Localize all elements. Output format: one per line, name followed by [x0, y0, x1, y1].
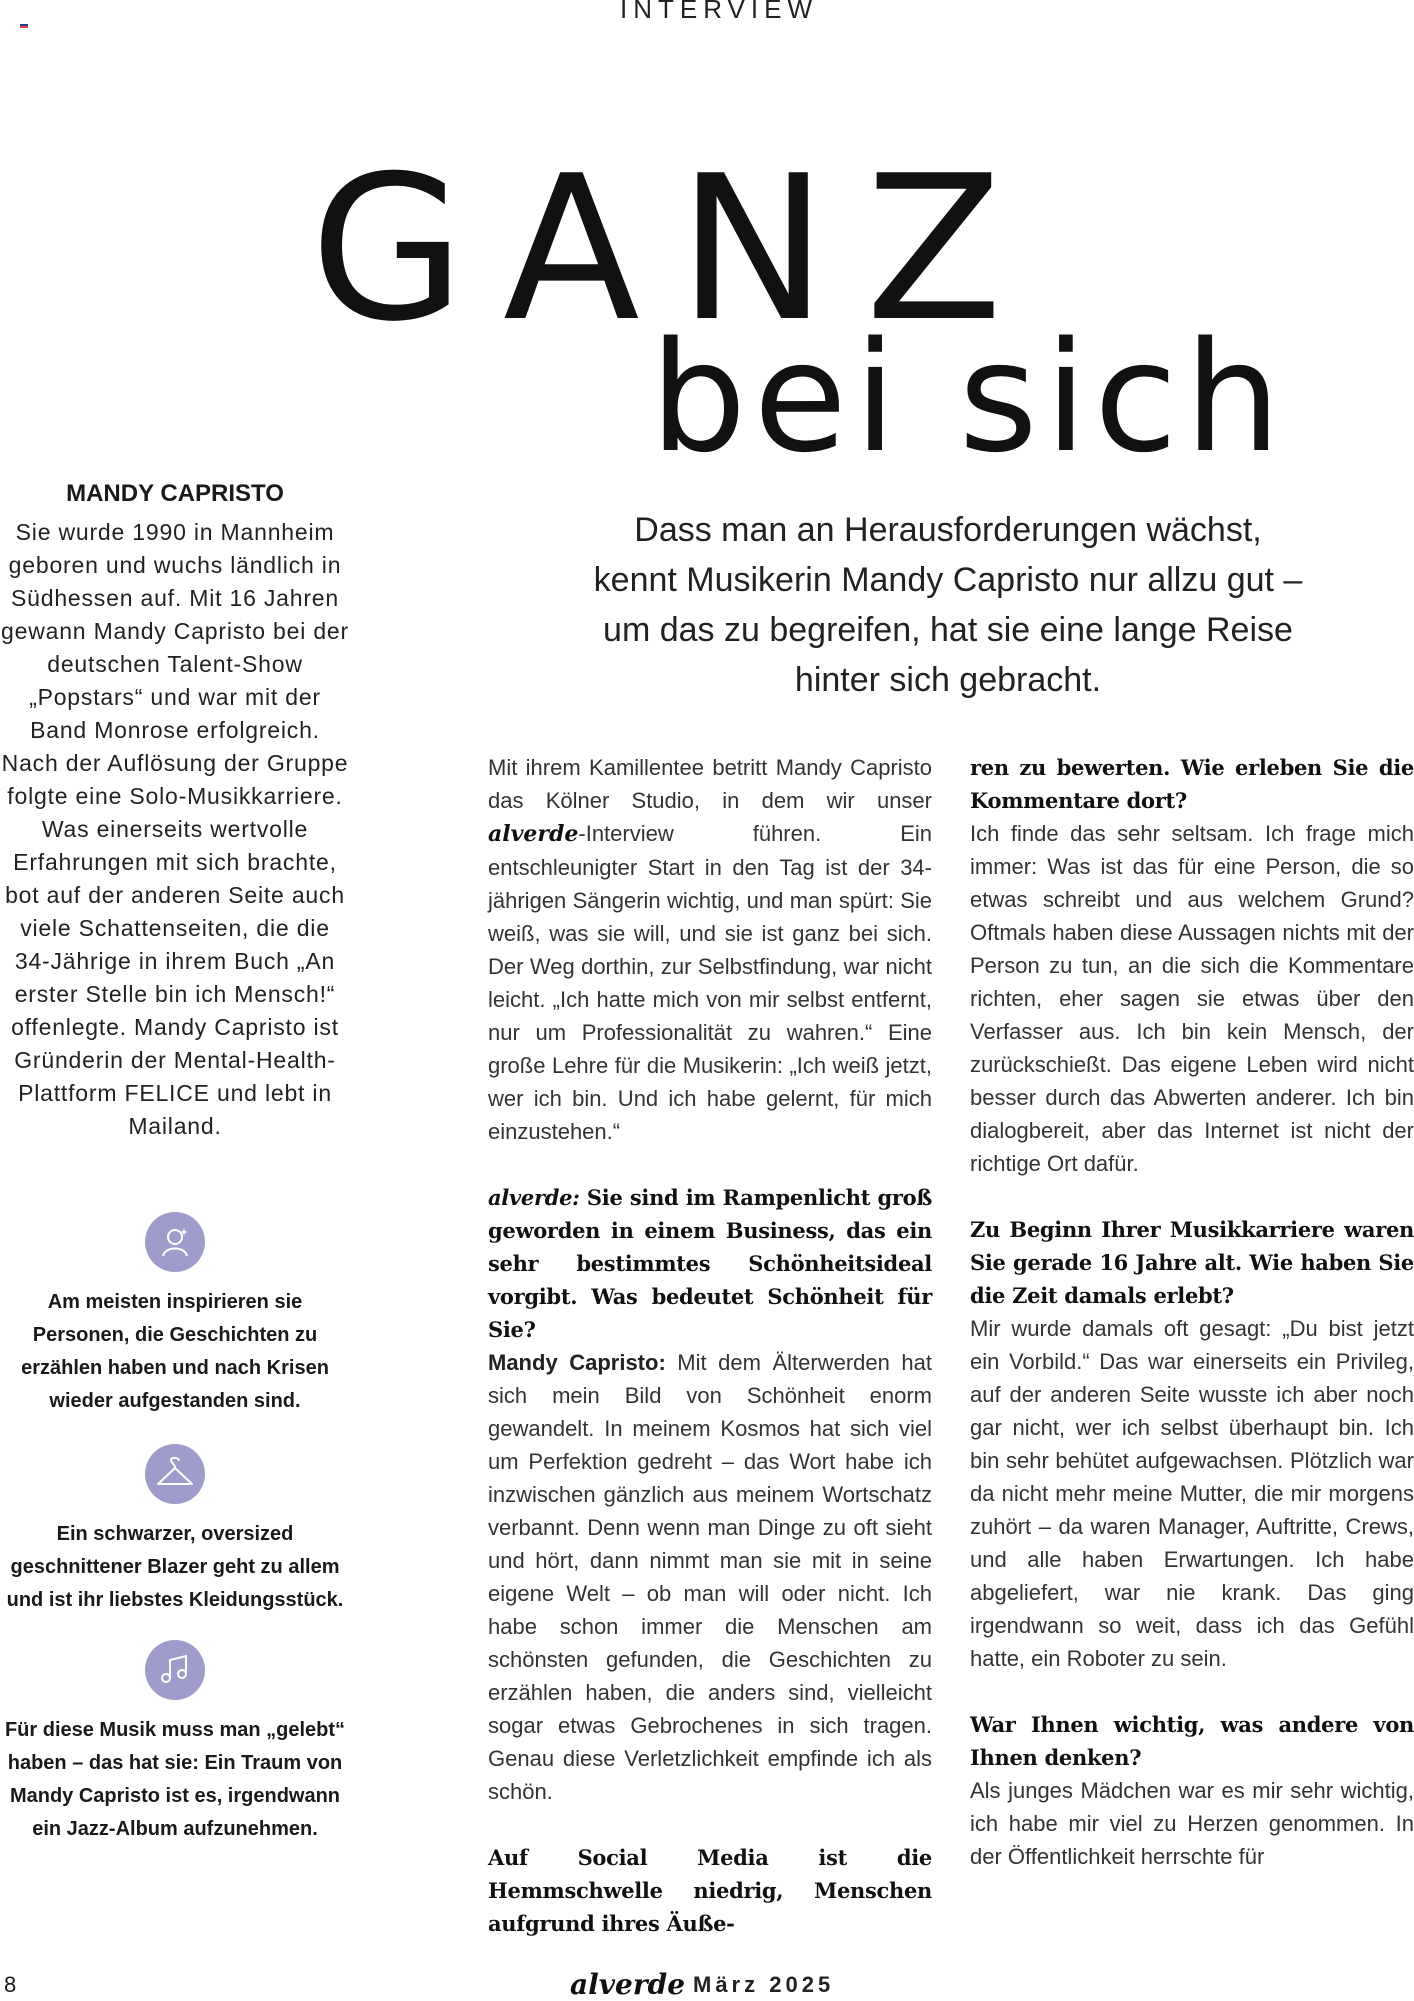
answer-4: Als junges Mädchen war es mir sehr wichtig, ich habe mir viel zu Herzen genommen. In der Öffentlichkeit herrschte für	[970, 1778, 1414, 1869]
article-column-2	[970, 751, 1414, 1873]
article-column-1	[488, 751, 932, 1940]
lead-paragraph: Dass man an Herausforderungen wächst, kennt Musikerin Mandy Capristo nur allzu gut – um das zu begreifen, hat sie eine lange Reise hinter sich gebracht.	[593, 511, 1303, 699]
footer-brand: alverde	[570, 1968, 686, 2001]
question-2-end: ren zu bewerten. Wie erleben Sie die Kommentare dort?	[970, 755, 1414, 813]
music-note-icon	[145, 1640, 205, 1700]
profile-bio: Sie wurde 1990 in Mannheim geboren und wuchs ländlich in Südhessen auf. Mit 16 Jahren gewann Mandy Capristo bei der deutschen Talent-Show „Popstars“ und war mit der Band Monrose erfolgreich. Nach der Auflösung der Gruppe folgte eine Solo-Musikkarriere. Was einerseits wertvolle Erfahrungen mit sich brachte, bot auf der anderen Seite auch viele Schattenseiten, die die 34-Jährige in ihrem Buch „An erster Stelle bin ich Mensch!“ offenlegte. Mandy Capristo ist Gründerin der Mental-Health-Plattform FELICE und lebt in Mailand.	[1, 519, 349, 1139]
flag-mark	[20, 24, 28, 28]
fact-text: Ein schwarzer, oversized geschnittener Blazer geht zu allem und ist ihr liebstes Kleidungsstück.	[6, 1523, 344, 1611]
profile-sidebar	[0, 478, 350, 1143]
answer-1: Mandy Capristo: Mit dem Älterwerden hat sich mein Bild von Schönheit enorm gewandelt. In meinem Kosmos hat sich viel um Perfektion gedreht – das Wort habe ich inzwischen gänzlich aus meinem Wortschatz verbannt. Denn wenn man Dinge zu oft sieht und hört, dann nimmt man sie mit in seine eigene Welt – ob man will oder nicht. Ich habe schon immer die Menschen am schönsten gefunden, die Geschichten zu erzählen haben, die anders sind, vielleicht sogar etwas Gebrochenes in sich tragen. Genau diese Verletzlichkeit empfinde ich als schön.	[488, 1350, 933, 1804]
profile-name: MANDY CAPRISTO	[66, 480, 284, 507]
question-3: Zu Beginn Ihrer Musikkarriere waren Sie gerade 16 Jahre alt. Wie haben Sie die Zeit damals erlebt?	[970, 1217, 1414, 1308]
fact-clothing	[0, 1444, 350, 1617]
intro-paragraph: Mit ihrem Kamillentee betritt Mandy Capristo das Kölner Studio, in dem wir unser alverde-Interview führen. Ein entschleunigter Start in den Tag ist der 34-jährigen Sängerin wichtig, und man spürt: Sie weiß, was sie will, und sie ist ganz bei sich. Der Weg dorthin, zur Selbstfindung, war nicht leicht. „Ich hatte mich von mir selbst entfernt, nur um Professionalität zu wahren.“ Eine große Lehre für die Musikerin: „Ich weiß jetzt, wer ich bin. Und ich habe gelernt, für mich einzustehen.“	[488, 755, 932, 1144]
page-number: 8	[4, 1972, 17, 1997]
section-label: INTERVIEW	[620, 0, 818, 24]
fact-music	[0, 1640, 350, 1846]
question-2-start: Auf Social Media ist die Hemmschwelle niedrig, Menschen aufgrund ihres Äuße-	[488, 1845, 932, 1936]
fact-text: Für diese Musik muss man „gelebt“ haben – das hat sie: Ein Traum von Mandy Capristo ist es, irgendwann ein Jazz-Album aufzunehmen.	[4, 1719, 346, 1840]
answer-2: Ich finde das sehr seltsam. Ich frage mich immer: Was ist das für eine Person, die so etwas schreibt und aus welchem Grund? Oftmals haben diese Aussagen nichts mit der Person zu tun, an die sich die Kommentare richten, eher sagen sie etwas über den Verfasser aus. Ich bin kein Mensch, der zurückschießt. Das eigene Leben wird nicht besser durch das Abwerten anderer. Ich bin dialogbereit, aber das Internet ist nicht der richtige Ort dafür.	[970, 821, 1414, 1176]
fact-inspiration	[0, 1212, 350, 1418]
hanger-icon	[145, 1444, 205, 1504]
answer-3: Mir wurde damals oft gesagt: „Du bist jetzt ein Vorbild.“ Das war einerseits ein Privileg, auf der anderen Seite wusste ich aber noch gar nicht, wer ich selbst überhaupt bin. Ich bin sehr behütet aufgewachsen. Plötzlich war da nicht mehr meine Mutter, die mir morgens zuhört – da waren Manager, Auftritte, Crews, und alle haben Erwartungen. Ich habe abgeliefert, war nie krank. Das ging irgendwann so weit, dass ich das Gefühl hatte, ein Roboter zu sein.	[970, 1316, 1414, 1671]
headline-line-1: GANZ	[310, 133, 1041, 366]
question-1: alverde: Sie sind im Rampenlicht groß geworden in einem Business, das ein sehr bestimmtes Schönheitsideal vorgibt. Was bedeutet Schönheit für Sie?	[488, 1185, 932, 1342]
issue-date: März 2025	[693, 1972, 835, 1997]
person-sparkle-icon	[145, 1212, 205, 1272]
question-4: War Ihnen wichtig, was andere von Ihnen denken?	[970, 1712, 1414, 1770]
headline-line-2: bei sich	[650, 309, 1288, 486]
fact-text: Am meisten inspirieren sie Personen, die Geschichten zu erzählen haben und nach Krisen wieder aufgestanden sind.	[21, 1291, 329, 1412]
brand-name: alverde	[488, 821, 579, 847]
